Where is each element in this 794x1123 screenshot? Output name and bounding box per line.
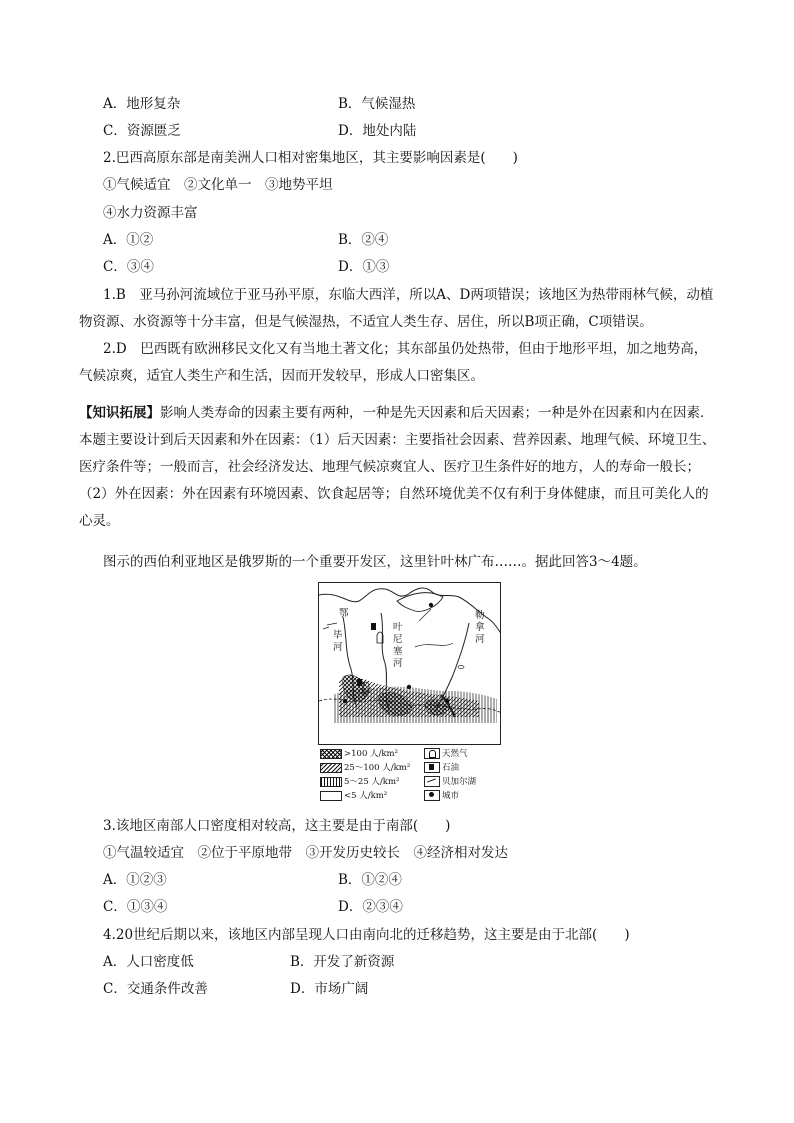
oil-symbol: [357, 679, 362, 686]
knowledge-expansion: [79, 400, 719, 535]
q1-option-d: D．地处内陆: [338, 123, 417, 139]
expansion-title: 【知识拓展】: [79, 405, 160, 421]
oil-icon: [424, 762, 440, 773]
q4-option-c: C．交通条件改善: [103, 981, 208, 997]
city-symbol: [343, 699, 347, 703]
answer-2: 2.D 巴西既有欧洲移民文化又有当地土著文化；其东部虽仍处热带，但由于地形平坦，加之地势高，气候凉爽，适宜人类生产和生活，因而开发较早，形成人口密集区。: [79, 341, 708, 384]
legend-swatch-blank: [320, 791, 342, 801]
q2-stem: 2.巴西高原东部是南美洲人口相对密集地区，其主要影响因素是( ): [103, 150, 518, 166]
legend-swatch-crosshatch: [320, 749, 342, 759]
q4-option-a: A．人口密度低: [103, 954, 194, 970]
q3-option-c: C．①③④: [103, 899, 168, 915]
legend-label-d1: >100 人/km²: [344, 749, 399, 759]
label-lena-2: 拿: [475, 622, 485, 633]
label-yenisei-4: 河: [393, 658, 403, 669]
legend-label-oil: 石油: [442, 763, 460, 773]
label-yenisei-1: 叶: [393, 622, 403, 633]
legend-gas: [424, 748, 468, 760]
city-symbol: [407, 685, 411, 689]
map-frame: [318, 582, 501, 745]
q4-option-b: B．开发了新资源: [290, 954, 395, 970]
q1-option-c: C．资源匮乏: [103, 123, 181, 139]
lake-icon: [424, 776, 440, 787]
label-ob-2: 毕: [333, 630, 343, 641]
gas-icon: [424, 748, 440, 759]
q2-option-d: D．①③: [338, 259, 390, 275]
legend-label-city: 城市: [442, 791, 460, 801]
legend-density-25-100: [320, 762, 410, 774]
q1-option-b: B．气候湿热: [338, 96, 416, 112]
label-lena-1: 勒: [475, 610, 485, 621]
legend-swatch-vertical: [320, 777, 342, 787]
q3-option-d: D．②③④: [338, 899, 403, 915]
legend-swatch-diagonal: [320, 763, 342, 773]
legend-label-d4: <5 人/km²: [344, 791, 388, 801]
legend-density-5-25: [320, 776, 399, 788]
city-icon: [424, 790, 440, 801]
label-lena-3: 河: [475, 634, 485, 645]
legend-density-under-5: [320, 790, 387, 802]
city-symbol: [429, 603, 433, 607]
q4-option-d: D．市场广阔: [290, 981, 369, 997]
label-ob-3: 河: [333, 642, 343, 653]
legend-oil: [424, 762, 459, 774]
q4-stem: 4.20世纪后期以来，该地区内部呈现人口由南向北的迁移趋势，这主要是由于北部( ): [103, 927, 630, 943]
legend-density-over-100: [320, 748, 398, 760]
legend-baikal: [424, 776, 476, 788]
legend-label-gas: 天然气: [442, 749, 468, 759]
legend-label-d3: 5～25 人/km²: [344, 777, 400, 787]
legend-city: [424, 790, 459, 802]
q3-option-b: B．①②④: [338, 872, 402, 888]
answer-1: 1.B 亚马孙河流域位于亚马孙平原，东临大西洋，所以A、D两项错误；该地区为热带雨林气候，动植物资源、水资源等十分丰富，但是气候湿热，不适宜人类生存、居住，所以B项正确，C项错误。: [79, 287, 714, 330]
siberia-population-map: [318, 582, 502, 804]
q2-option-a: A．①②: [103, 232, 154, 248]
q1-option-a: A．地形复杂: [103, 96, 181, 112]
map-legend: [318, 748, 502, 804]
oil-symbol: [371, 623, 376, 630]
q2-option-c: C．③④: [103, 259, 154, 275]
label-ob-1: 鄂: [339, 608, 349, 619]
q2-items-line1: ①气候适宜 ②文化单一 ③地势平坦: [103, 177, 333, 193]
q2-option-b: B．②④: [338, 232, 389, 248]
label-yenisei-2: 尼: [393, 634, 403, 645]
legend-label-d2: 25～100 人/km²: [344, 763, 411, 773]
expansion-body: 影响人类寿命的因素主要有两种，一种是先天因素和后天因素；一种是外在因素和内在因素．本题主要设计到后天因素和外在因素：（1）后天因素：主要指社会因素、营养因素、地理气候、环境卫生、医疗条件等；一般而言，社会经济发达、地理气候凉爽宜人、医疗卫生条件好的地方，人的寿命一般长；（2）外在因素：外在因素有环境因素、饮食起居等；自然环境优美不仅有利于身体健康，而且可美化人的心灵。: [79, 405, 716, 529]
q3-items: ①气温较适宜 ②位于平原地带 ③开发历史较长 ④经济相对发达: [103, 845, 508, 861]
label-yenisei-3: 塞: [393, 646, 403, 657]
q2-items-line2: ④水力资源丰富: [103, 205, 198, 221]
map-intro: 图示的西伯利亚地区是俄罗斯的一个重要开发区，这里针叶林广布……。据此回答3～4题。: [103, 554, 647, 570]
legend-label-baikal: 贝加尔湖: [442, 777, 477, 787]
q3-stem: 3.该地区南部人口密度相对较高，这主要是由于南部( ): [103, 818, 451, 834]
city-symbol: [445, 699, 449, 703]
q3-option-a: A．①②③: [103, 872, 167, 888]
